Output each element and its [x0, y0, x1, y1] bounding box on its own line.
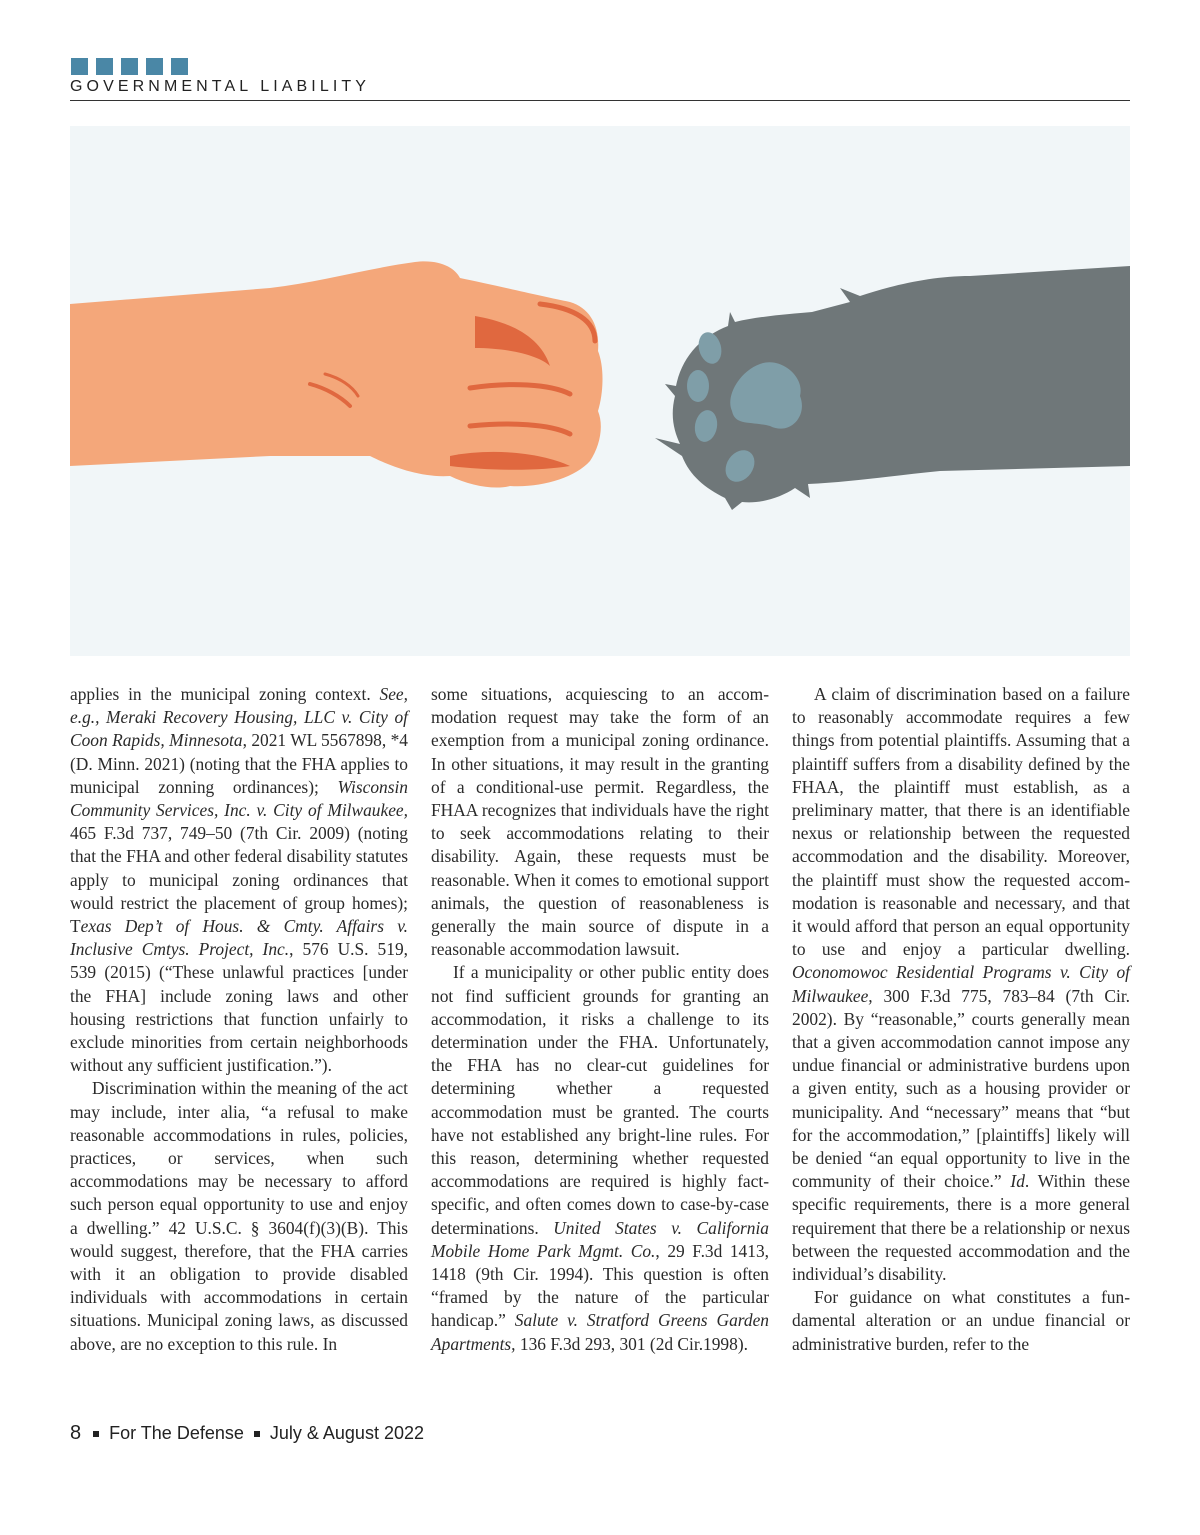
- page-footer: [70, 1422, 424, 1445]
- text-run: Discrimination within the meaning of the act may include, inter alia, “a refusal to make reasonable accommodations in rules, policies, practices, or services, when such accommodations may be necessary to afford such person equal opportunity to use and enjoy a dwelling.” 42 U.S.C. § 3604(f)(3)(B). This would suggest, therefore, that the FHA carries with it an obligation to provide disabled individuals with accommodations in certain situations. Municipal zoning laws, as discussed above, are no exception to this rule. In: [70, 1078, 408, 1354]
- header-square: [171, 58, 188, 75]
- paragraph: [70, 1077, 408, 1355]
- paragraph: [431, 961, 769, 1355]
- illustration: [70, 126, 1130, 656]
- text-run: If a municipality or other public entity does not find sufficient grounds for granting an accommodation, it risks a challenge to its determination under the FHA. Unfortunately, the FHA has no clear-cut guidelines for determining whether a requested accommodation must be granted. The courts have not established any bright-line rules. For this reason, determining whether requested accommodations are required is highly fact-specific, and often comes down to case-by-case determinations.: [431, 962, 769, 1238]
- text-run: For guidance on what constitutes a fundamental alteration or an undue financial or administrative burden, refer to the: [792, 1287, 1130, 1354]
- text-run: some situations, acquiescing to an accommodation request may take the form of an exemption from a municipal zoning ordinance. In other situations, it may result in the granting of a conditional-use permit. Regardless, the FHAA recognizes that individuals have the right to seek accommodations relating to their disability. Again, these requests must be reasonable. When it comes to emotional support animals, the question of reasonableness is generally the main source of dispute in a reasonable accommodation lawsuit.: [431, 684, 769, 960]
- header-square: [121, 58, 138, 75]
- text-run: 300 F.3d 775, 783–84 (7th Cir. 2002). By “reasonable,” courts generally mean that a given accommodation cannot impose any undue financial or administrative burdens upon a given entity, such as a housing provider or municipality. And “necessary” means that “but for the accommodation,” [plaintiffs] likely will be denied “an equal opportunity to live in the community of their choice.”: [792, 985, 1130, 1192]
- paragraph: [792, 1286, 1130, 1356]
- text-run: , 2021 WL 5567898, *4 (D. Minn. 2021) (noting that the FHA applies to municipal zonning ordinances);: [70, 730, 408, 797]
- fist-bump-illustration: [70, 126, 1130, 656]
- header-rule: [70, 100, 1130, 101]
- text-run: 465 F.3d 737, 749–50 (7th Cir. 2009) (noting that the FHA and other federal disability statutes apply to municipal zoning ordinances that would restrict the placement of group homes); T: [70, 823, 408, 937]
- text-column-3: [792, 683, 1130, 1356]
- text-run: A claim of discrimination based on a failure to reasonably accommodate requires a few things from potential plaintiffs. Assuming that a plaintiff suffers from a disability defined by the FHAA, the plaintiff must establish, as a preliminary matter, that there is an identifiable nexus or relationship between the requested accommodation and the disability. Moreover, the plaintiff must show the requested accommodation is reasonable and necessary, and that it would afford that person an equal opportunity to use and enjoy a particular dwelling.: [792, 684, 1130, 960]
- text-run: 136 F.3d 293, 301 (2d Cir.1998).: [515, 1333, 748, 1354]
- case-citation: Id: [1010, 1171, 1025, 1192]
- fist-icon: [70, 261, 603, 487]
- text-run: applies in the municipal zoning context.: [70, 684, 380, 704]
- text-run: , 576 U.S. 519, 539 (2015) (“These unlawful practices [under the FHA] include zoning laws and other housing restrictions that function unfairly to exclude minorities from certain neighborhoods without any sufficient justification.”).: [70, 939, 408, 1076]
- page-number: 8: [70, 1422, 82, 1444]
- case-citation: United States v. California Mobile Home Park Mgmt. Co.: [431, 1217, 770, 1261]
- paragraph: [792, 683, 1130, 1286]
- text-run: . Within these specific requirements, there is a more general requirement that there be a relationship or nexus between the requested accommodation and the individual’s disability.: [792, 1171, 1130, 1285]
- header-square: [146, 58, 163, 75]
- case-citation: Salute v. Stratford Greens Garden Apartments,: [431, 1310, 769, 1354]
- case-citation: Oconomowoc Residential Programs v. City of Milwaukee,: [792, 962, 1130, 1006]
- publication-name: For The Defense: [109, 1423, 244, 1443]
- paragraph: [70, 683, 408, 1077]
- case-citation: See, e.g., Meraki Recovery Housing, LLC v. City of Coon Rapids, Minnesota: [70, 684, 408, 751]
- header-square: [71, 58, 88, 75]
- text-column-1: [70, 683, 408, 1356]
- case-citation: Wisconsin Community Services, Inc. v. City of Milwaukee,: [70, 776, 408, 821]
- text-run: , 29 F.3d 1413, 1418 (9th Cir. 1994). This question is often “framed by the nature of the particular handicap.”: [431, 1240, 769, 1331]
- header-square: [96, 58, 113, 75]
- footer-separator: [254, 1431, 260, 1437]
- text-column-2: [431, 683, 769, 1356]
- footer-separator: [93, 1431, 99, 1437]
- section-title: GOVERNMENTAL LIABILITY: [70, 78, 371, 95]
- paragraph: [431, 683, 769, 961]
- header-squares: [71, 58, 188, 75]
- cat-paw-icon: [655, 266, 1130, 510]
- case-citation: exas Dep’t of Hous. & Cmty. Affairs v. Inclusive Cmtys. Project, Inc.: [70, 916, 408, 960]
- issue-date: July & August 2022: [269, 1423, 424, 1443]
